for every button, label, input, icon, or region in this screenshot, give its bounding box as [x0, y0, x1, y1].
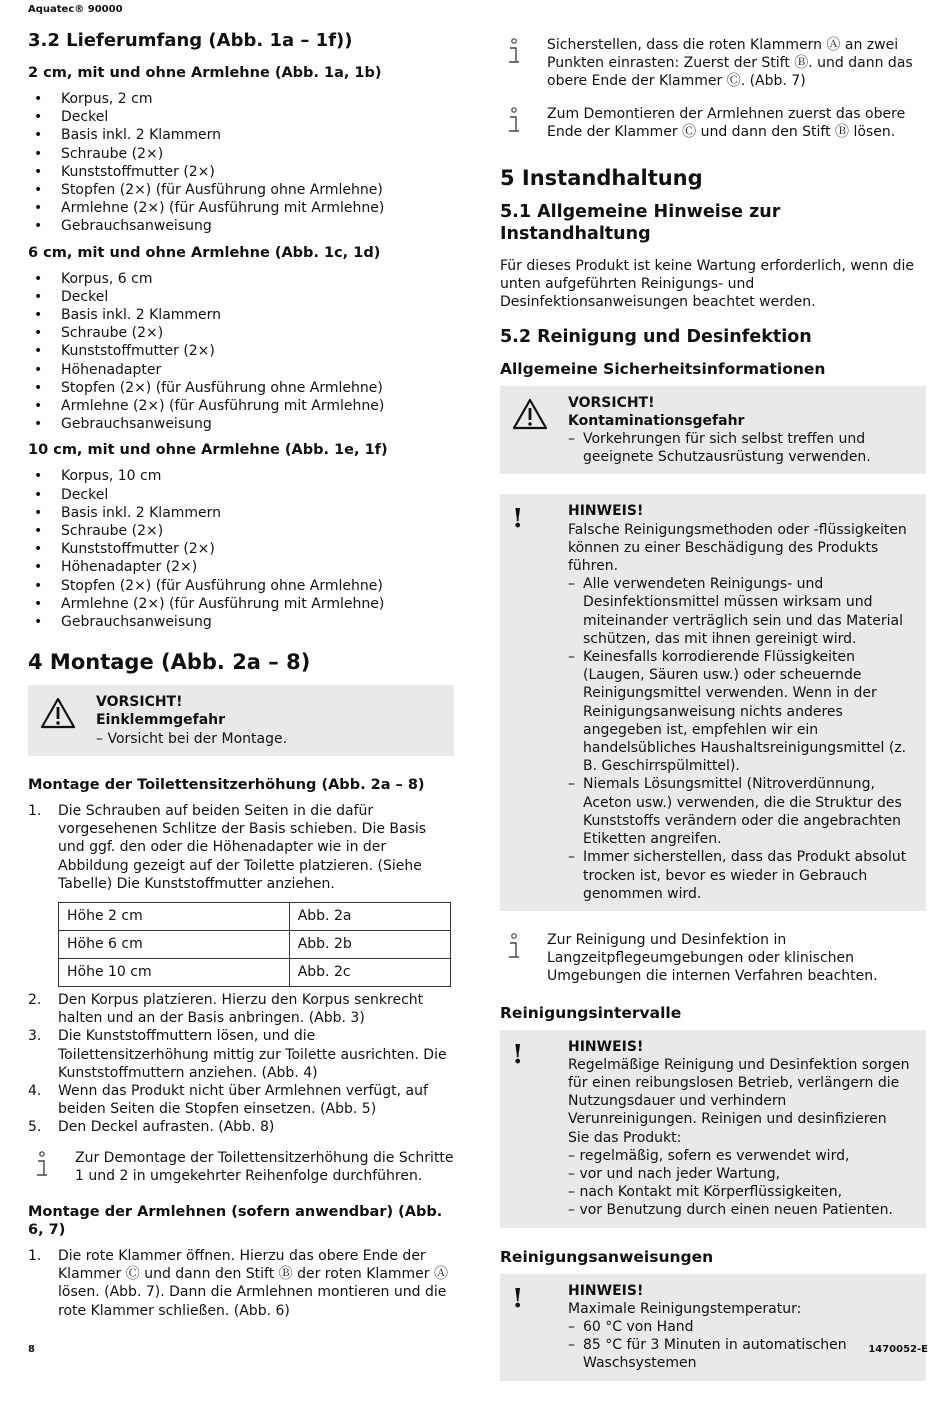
- notice-item: – 85 °C für 3 Minuten in automatischen Waschsystemen: [568, 1336, 912, 1372]
- mount-step: 3. Die Kunststoffmuttern lösen, und die Toilettensitzerhöhung mittig zur Toilette ausrichten. Die Kunststoffmuttern anziehen. (Abb. 4): [28, 1028, 447, 1081]
- section-4-title: 4 Montage (Abb. 2a – 8): [28, 650, 311, 675]
- safety-title: Allgemeine Sicherheitsinformationen: [500, 359, 826, 378]
- list-item: • Korpus, 10 cm: [28, 467, 454, 485]
- section-5-title: 5 Instandhaltung: [500, 166, 703, 191]
- left-column: [28, 30, 454, 1320]
- info-note-clamp: Sicherstellen, dass die roten Klammern Ⓐ an zwei Punkten einrasten: Zuerst der Stift Ⓑ. und dann das obere Ende der Klammer Ⓒ. (Abb. 7): [500, 36, 926, 91]
- list-item: • Kunststoffmutter (2×): [28, 540, 454, 558]
- exclamation-icon: !: [512, 1283, 524, 1314]
- list-item: • Höhenadapter (2×): [28, 558, 454, 576]
- list-item: • Deckel: [28, 288, 454, 306]
- right-column: [500, 36, 926, 1401]
- list-item: • Korpus, 2 cm: [28, 90, 454, 108]
- list-item: • Deckel: [28, 486, 454, 504]
- notice-item: – 60 °C von Hand: [568, 1318, 912, 1336]
- group-6cm-title: 6 cm, mit und ohne Armlehne (Abb. 1c, 1d): [28, 244, 381, 261]
- notice-item: – vor Benutzung durch einen neuen Patienten.: [568, 1202, 893, 1219]
- document-header: Aquatec® 90000: [28, 4, 123, 15]
- armrest-title: Montage der Armlehnen (sofern anwendbar) (Abb. 6, 7): [28, 1203, 443, 1238]
- group-6cm-list: [28, 270, 454, 434]
- mount-step: 1. Die Schrauben auf beiden Seiten in die dafür vorgesehenen Schlitze der Basis schieben. Die Basis und ggf. den oder die Höhenadapter wie in der Abbildung gezeigt auf der Toilette platzieren. (Siehe Tabelle) Die Kunststoffmutter anziehen.: [28, 802, 427, 892]
- list-item: • Stopfen (2×) (für Ausführung ohne Armlehne): [28, 379, 454, 397]
- warning-triangle-icon: [40, 697, 76, 733]
- info-note-demontage: Zur Demontage der Toilettensitzerhöhung die Schritte 1 und 2 in umgekehrter Reihenfolge durchführen.: [28, 1149, 454, 1185]
- notice-item: – nach Kontakt mit Körperflüssigkeiten,: [568, 1184, 843, 1201]
- list-item: • Kunststoffmutter (2×): [28, 342, 454, 360]
- table-row: Höhe 10 cm Abb. 2c: [59, 958, 451, 986]
- notice-item: – regelmäßig, sofern es verwendet wird,: [568, 1147, 850, 1164]
- armrest-steps: [28, 1247, 454, 1320]
- list-item: • Schraube (2×): [28, 145, 454, 163]
- warning-hazard: Kontaminationsgefahr: [568, 412, 745, 429]
- warning-text: – Vorsicht bei der Montage.: [96, 730, 288, 747]
- mount-title: Montage der Toilettensitzerhöhung (Abb. 2a – 8): [28, 776, 425, 793]
- section-5-1-text: Für dieses Produkt ist keine Wartung erforderlich, wenn die unten aufgeführten Reinigungs- und Desinfektionsanweisungen beachtet werden.: [500, 258, 914, 311]
- notice-box-temperature: [500, 1274, 926, 1381]
- list-item: • Gebrauchsanweisung: [28, 613, 454, 631]
- notice-item: – Keinesfalls korrodierende Flüssigkeiten (Laugen, Säuren usw.) oder scheuernde Reinigungsmittel verwenden. Wenn in der Reinigungsanweisung nichts anderes angegeben ist, empfehlen wir ein handelsübliches Haushaltsreinigungsmittel (z. B. Geschirrspülmittel).: [568, 648, 912, 775]
- info-note-longterm: Zur Reinigung und Desinfektion in Langzeitpflegeumgebungen oder klinischen Umgebungen die internen Verfahren beachten.: [500, 931, 926, 986]
- height-table: [58, 902, 451, 987]
- armrest-step: 1. Die rote Klammer öffnen. Hierzu das obere Ende der Klammer Ⓒ und dann den Stift Ⓑ der roten Klammer Ⓐ lösen. (Abb. 7). Dann die Armlehnen montieren und die rote Klammer schließen. (Abb. 6): [28, 1247, 448, 1319]
- list-item: • Höhenadapter: [28, 361, 454, 379]
- notice-item: – vor und nach jeder Wartung,: [568, 1165, 781, 1182]
- mount-steps-cont: [28, 991, 454, 1137]
- list-item: • Basis inkl. 2 Klammern: [28, 306, 454, 324]
- table-row: Höhe 2 cm Abb. 2a: [59, 902, 451, 930]
- warning-hazard: Einklemmgefahr: [96, 712, 226, 729]
- warning-triangle-icon: [512, 398, 548, 434]
- notice-intro: Falsche Reinigungsmethoden oder -flüssigkeiten können zu einer Beschädigung des Produkts führen.: [568, 521, 907, 575]
- list-item: • Gebrauchsanweisung: [28, 415, 454, 433]
- info-note-dismount: Zum Demontieren der Armlehnen zuerst das obere Ende der Klammer Ⓒ und dann den Stift Ⓑ lösen.: [500, 105, 926, 141]
- list-item: • Basis inkl. 2 Klammern: [28, 504, 454, 522]
- list-item: • Deckel: [28, 108, 454, 126]
- info-icon: [506, 107, 522, 140]
- table-row: Höhe 6 cm Abb. 2b: [59, 930, 451, 958]
- mount-step: 5. Den Deckel aufrasten. (Abb. 8): [28, 1119, 275, 1136]
- list-item: • Kunststoffmutter (2×): [28, 163, 454, 181]
- warning-label: VORSICHT!: [96, 694, 183, 711]
- info-icon: [506, 38, 522, 71]
- info-icon: [34, 1151, 50, 1184]
- interval-title: Reinigungsintervalle: [500, 1003, 682, 1022]
- list-item: • Basis inkl. 2 Klammern: [28, 126, 454, 144]
- notice-box-intervals: [500, 1030, 926, 1228]
- document-number: 1470052-E: [868, 1344, 928, 1355]
- info-icon: [506, 933, 522, 966]
- list-item: • Gebrauchsanweisung: [28, 217, 454, 235]
- notice-label: HINWEIS!: [568, 1282, 644, 1299]
- notice-item: – Immer sicherstellen, dass das Produkt absolut trocken ist, bevor es wieder in Gebrauch genommen wird.: [568, 848, 912, 903]
- list-item: • Armlehne (2×) (für Ausführung mit Armlehne): [28, 199, 454, 217]
- section-3-2-title: 3.2 Lieferumfang (Abb. 1a – 1f)): [28, 30, 353, 51]
- exclamation-icon: !: [512, 1039, 524, 1070]
- list-item: • Schraube (2×): [28, 522, 454, 540]
- list-item: • Korpus, 6 cm: [28, 270, 454, 288]
- notice-intro: Maximale Reinigungstemperatur:: [568, 1300, 802, 1317]
- list-item: • Armlehne (2×) (für Ausführung mit Armlehne): [28, 595, 454, 613]
- notice-item: – Niemals Lösungsmittel (Nitroverdünnung, Aceton usw.) verwenden, die die Struktur des Kunststoffs verändern oder die angebrachten Etiketten angreifen.: [568, 775, 912, 848]
- warning-item: – Vorkehrungen für sich selbst treffen und geeignete Schutzausrüstung verwenden.: [568, 430, 912, 466]
- warning-label: VORSICHT!: [568, 394, 655, 411]
- page-number: 8: [28, 1344, 35, 1355]
- notice-item: – Alle verwendeten Reinigungs- und Desinfektionsmittel müssen wirksam und miteinander verträglich sein und das Material schützen, das mit ihnen gereinigt wird.: [568, 575, 912, 648]
- warning-box-pinch: [28, 685, 454, 756]
- group-10cm-title: 10 cm, mit und ohne Armlehne (Abb. 1e, 1f): [28, 442, 388, 459]
- list-item: • Schraube (2×): [28, 324, 454, 342]
- exclamation-icon: !: [512, 504, 524, 535]
- notice-label: HINWEIS!: [568, 503, 644, 520]
- section-5-2-title: 5.2 Reinigung und Desinfektion: [500, 326, 812, 347]
- notice-label: HINWEIS!: [568, 1038, 644, 1055]
- group-10cm-list: [28, 467, 454, 631]
- group-2cm-title: 2 cm, mit und ohne Armlehne (Abb. 1a, 1b): [28, 65, 382, 81]
- mount-step: 4. Wenn das Produkt nicht über Armlehnen verfügt, auf beiden Seiten die Stopfen einsetzen. (Abb. 5): [28, 1082, 428, 1118]
- list-item: • Armlehne (2×) (für Ausführung mit Armlehne): [28, 397, 454, 415]
- list-item: • Stopfen (2×) (für Ausführung ohne Armlehne): [28, 181, 454, 199]
- group-2cm-list: [28, 90, 454, 236]
- warning-box-contamination: [500, 386, 926, 475]
- notice-intro: Regelmäßige Reinigung und Desinfektion sorgen für einen reibungslosen Betrieb, verlängern die Nutzungsdauer und verhindern Verunreinigungen. Reinigen und desinfizieren Sie das Produkt:: [568, 1056, 910, 1146]
- section-5-1-title: 5.1 Allgemeine Hinweise zur Instandhaltung: [500, 202, 781, 245]
- mount-step: 2. Den Korpus platzieren. Hierzu den Korpus senkrecht halten und an der Basis anbringen. (Abb. 3): [28, 991, 424, 1027]
- list-item: • Stopfen (2×) (für Ausführung ohne Armlehne): [28, 577, 454, 595]
- instructions-title: Reinigungsanweisungen: [500, 1247, 714, 1266]
- notice-box-cleaning-methods: [500, 494, 926, 910]
- mount-steps: [28, 802, 454, 893]
